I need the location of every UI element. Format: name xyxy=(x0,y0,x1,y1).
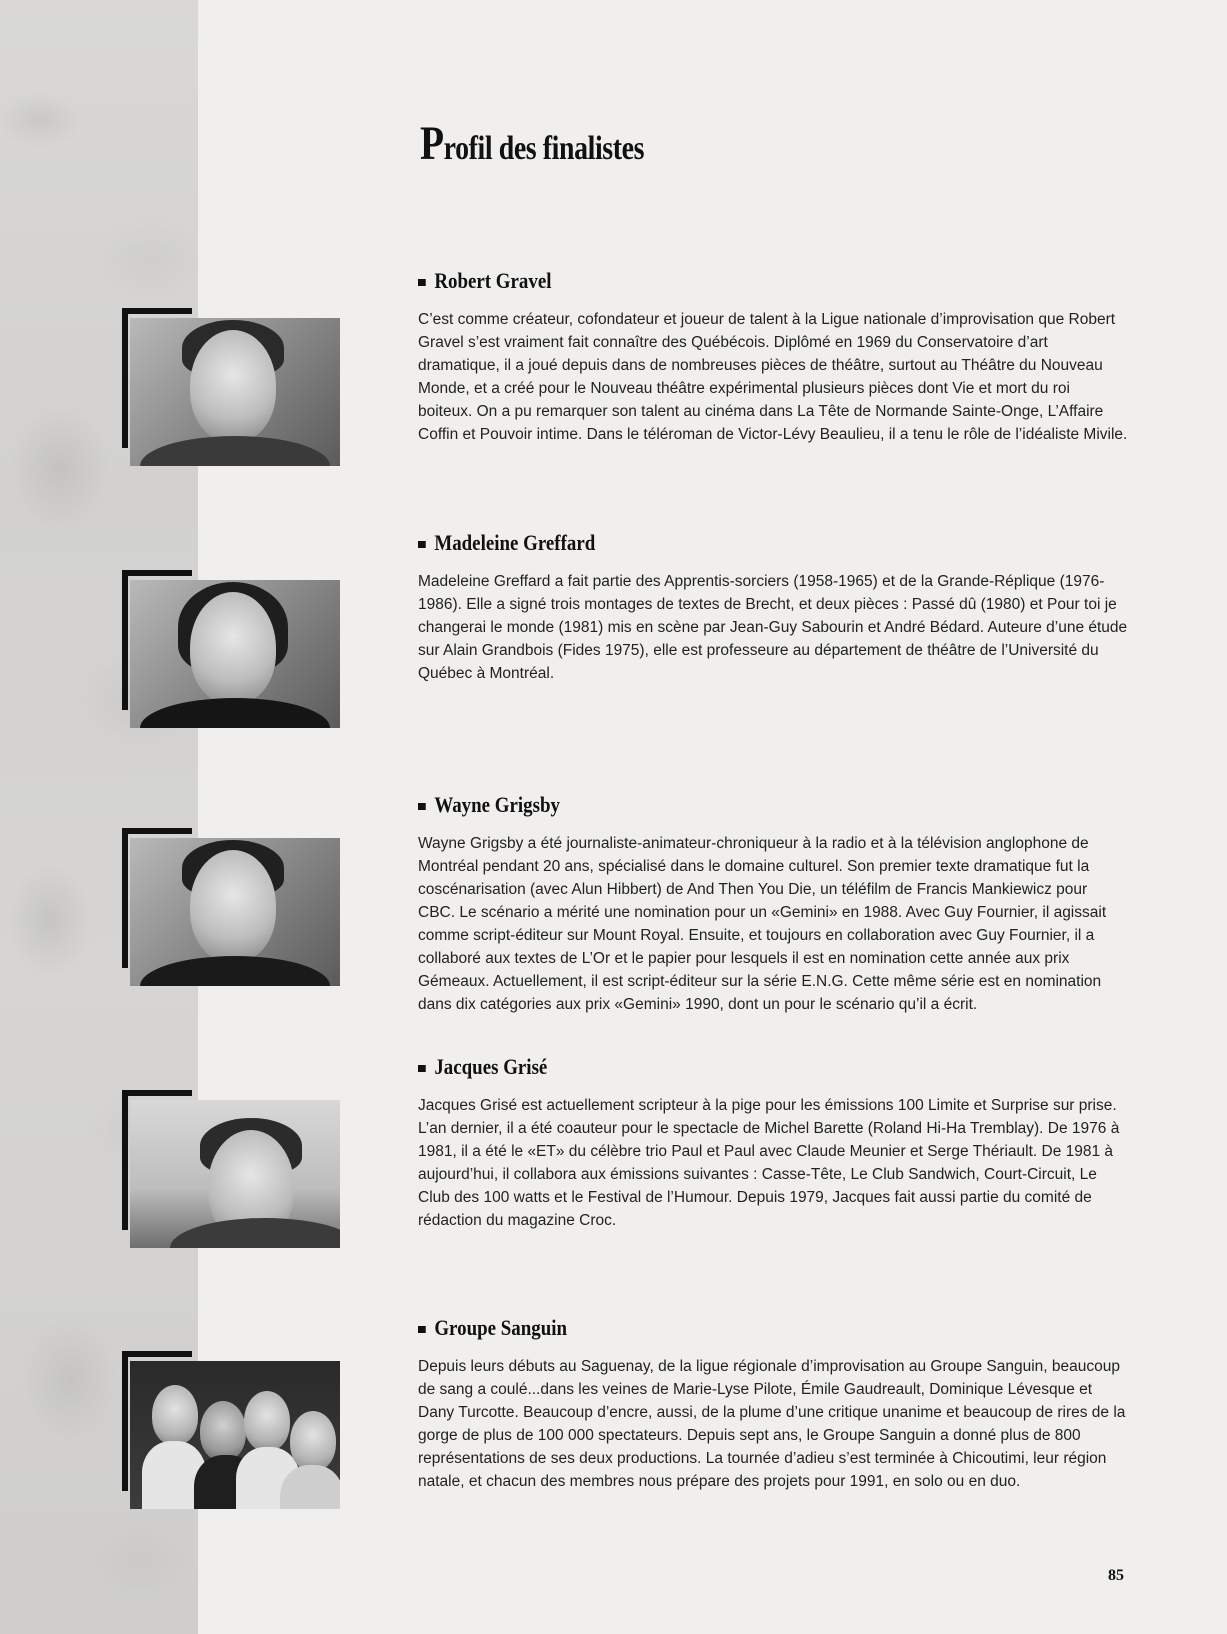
person-2 xyxy=(200,1401,246,1461)
portrait-photo xyxy=(122,1090,340,1246)
page-title xyxy=(420,116,644,171)
face-shape xyxy=(190,592,276,704)
profile-name xyxy=(418,792,560,818)
profile-name-text: Madeleine Greffard xyxy=(434,530,596,555)
page-number: 85 xyxy=(1108,1567,1124,1584)
face-shape xyxy=(190,330,276,442)
shoulders-shape xyxy=(140,956,330,986)
profile-name xyxy=(418,1054,547,1080)
bullet-icon xyxy=(418,541,426,548)
bullet-icon xyxy=(418,803,426,810)
profile-bio: Jacques Grisé est actuellement scripteur à la pige pour les émissions 100 Limite et Surprise sur prise. L’an dernier, il a été coauteur pour le spectacle de Michel Barette (Roland Hi-Ha Tremblay). De 1976 à 1981, il a été le «ET» du célèbre trio Paul et Paul avec Claude Meunier et Serge Thériault. De 1981 à aujourd’hui, il collabora aux émissions suivantes : Casse-Tête, Le Club Sandwich, Court-Circuit, Le Club des 100 watts et le Festival de l’Humour. Depuis 1979, Jacques fait aussi partie du comité de rédaction du magazine Croc. xyxy=(418,1097,1120,1229)
person-4 xyxy=(290,1411,336,1471)
profile-name-text: Jacques Grisé xyxy=(434,1054,548,1079)
person-1 xyxy=(152,1385,198,1445)
profile-name-text: Wayne Grigsby xyxy=(434,792,560,817)
shoulders-shape xyxy=(140,436,330,466)
portrait-image xyxy=(130,838,340,986)
bullet-icon xyxy=(418,1065,426,1072)
portrait-image xyxy=(130,1100,340,1248)
portrait-photo xyxy=(122,828,340,984)
portrait-image xyxy=(130,318,340,466)
profile-bio: C’est comme créateur, cofondateur et joueur de talent à la Ligue nationale d’improvisation que Robert Gravel s’est vraiment fait connaître des Québécois. Diplômé en 1969 du Conservatoire d’art dramatique, il a joué depuis dans de nombreuses pièces de théâtre, surtout au Théâtre du Nouveau Monde, et a créé pour le Nouveau théâtre expérimental plusieurs pièces dont Vie et mort du roi boiteux. On a pu remarquer son talent au cinéma dans La Tête de Normande Sainte-Onge, L’Affaire Coffin et Pouvoir intime. Dans le téléroman de Victor-Lévy Beaulieu, il a tenu le rôle de l’idéaliste Mivile. xyxy=(418,311,1128,443)
bullet-icon xyxy=(418,279,426,286)
profile-name xyxy=(418,268,552,294)
profile-bio: Depuis leurs débuts au Saguenay, de la ligue régionale d’improvisation au Groupe Sanguin, beaucoup de sang a coulé...dans les veines de Marie-Lyse Pilote, Émile Gaudreault, Dominique Lévesque et Dany Turcotte. Beaucoup d’encre, aussi, de la plume d’une critique unanime et beaucoup de rires de la gorge de plus de 100 000 spectateurs. Depuis sept ans, le Groupe Sanguin a donné plus de 800 représentations de ses deux productions. La tournée d’adieu s’est terminée à Chicoutimi, leur région natale, et chacun des membres nous prépare des projets pour 1991, en solo ou en duo. xyxy=(418,1358,1126,1490)
bullet-icon xyxy=(418,1326,426,1333)
person-3 xyxy=(244,1391,290,1451)
title-text: rofil des finalistes xyxy=(443,130,645,167)
group-image xyxy=(130,1361,340,1509)
profile-name xyxy=(418,1315,567,1341)
portrait-image xyxy=(130,580,340,728)
shoulders-shape xyxy=(170,1218,340,1248)
profile-name-text: Groupe Sanguin xyxy=(434,1315,568,1340)
profile-name xyxy=(418,530,595,556)
group-photo xyxy=(122,1351,340,1507)
profile-bio: Wayne Grigsby a été journaliste-animateur-chroniqueur à la radio et à la télévision anglophone de Montréal pendant 20 ans, spécialisé dans le domaine culturel. Son premier texte dramatique fut la coscénarisation (avec Alun Hibbert) de And Then You Die, un téléfilm de Francis Mankiewicz pour CBC. Le scénario a mérité une nomination pour un «Gemini» en 1988. Avec Guy Fournier, il agissait comme script-éditeur sur Mount Royal. Ensuite, et toujours en collaboration avec Guy Fournier, il a collaboré aux textes de L’Or et le papier pour lesquels il est en nomination cette année aux prix Gémeaux. Actuellement, il est script-éditeur sur la série E.N.G. Cette même série est en nomination dans dix catégories aux prix «Gemini» 1990, dont un pour le scénario qu’il a écrit. xyxy=(418,835,1107,1013)
title-initial: P xyxy=(420,117,444,170)
face-shape xyxy=(190,850,276,962)
profile-name-text: Robert Gravel xyxy=(434,268,552,293)
shoulders-shape xyxy=(140,698,330,728)
portrait-photo xyxy=(122,570,340,726)
profile-bio: Madeleine Greffard a fait partie des Apprentis-sorciers (1958-1965) et de la Grande-Réplique (1976-1986). Elle a signé trois montages de textes de Brecht, et deux pièces : Passé dû (1980) et Pour toi je changerai le monde (1981) mis en scène par Jean-Guy Sabourin et André Bédard. Auteure d’une étude sur Alain Grandbois (Fides 1975), elle est professeure au département de théâtre de l’Université du Québec à Montréal. xyxy=(418,573,1128,682)
portrait-photo xyxy=(122,308,340,464)
